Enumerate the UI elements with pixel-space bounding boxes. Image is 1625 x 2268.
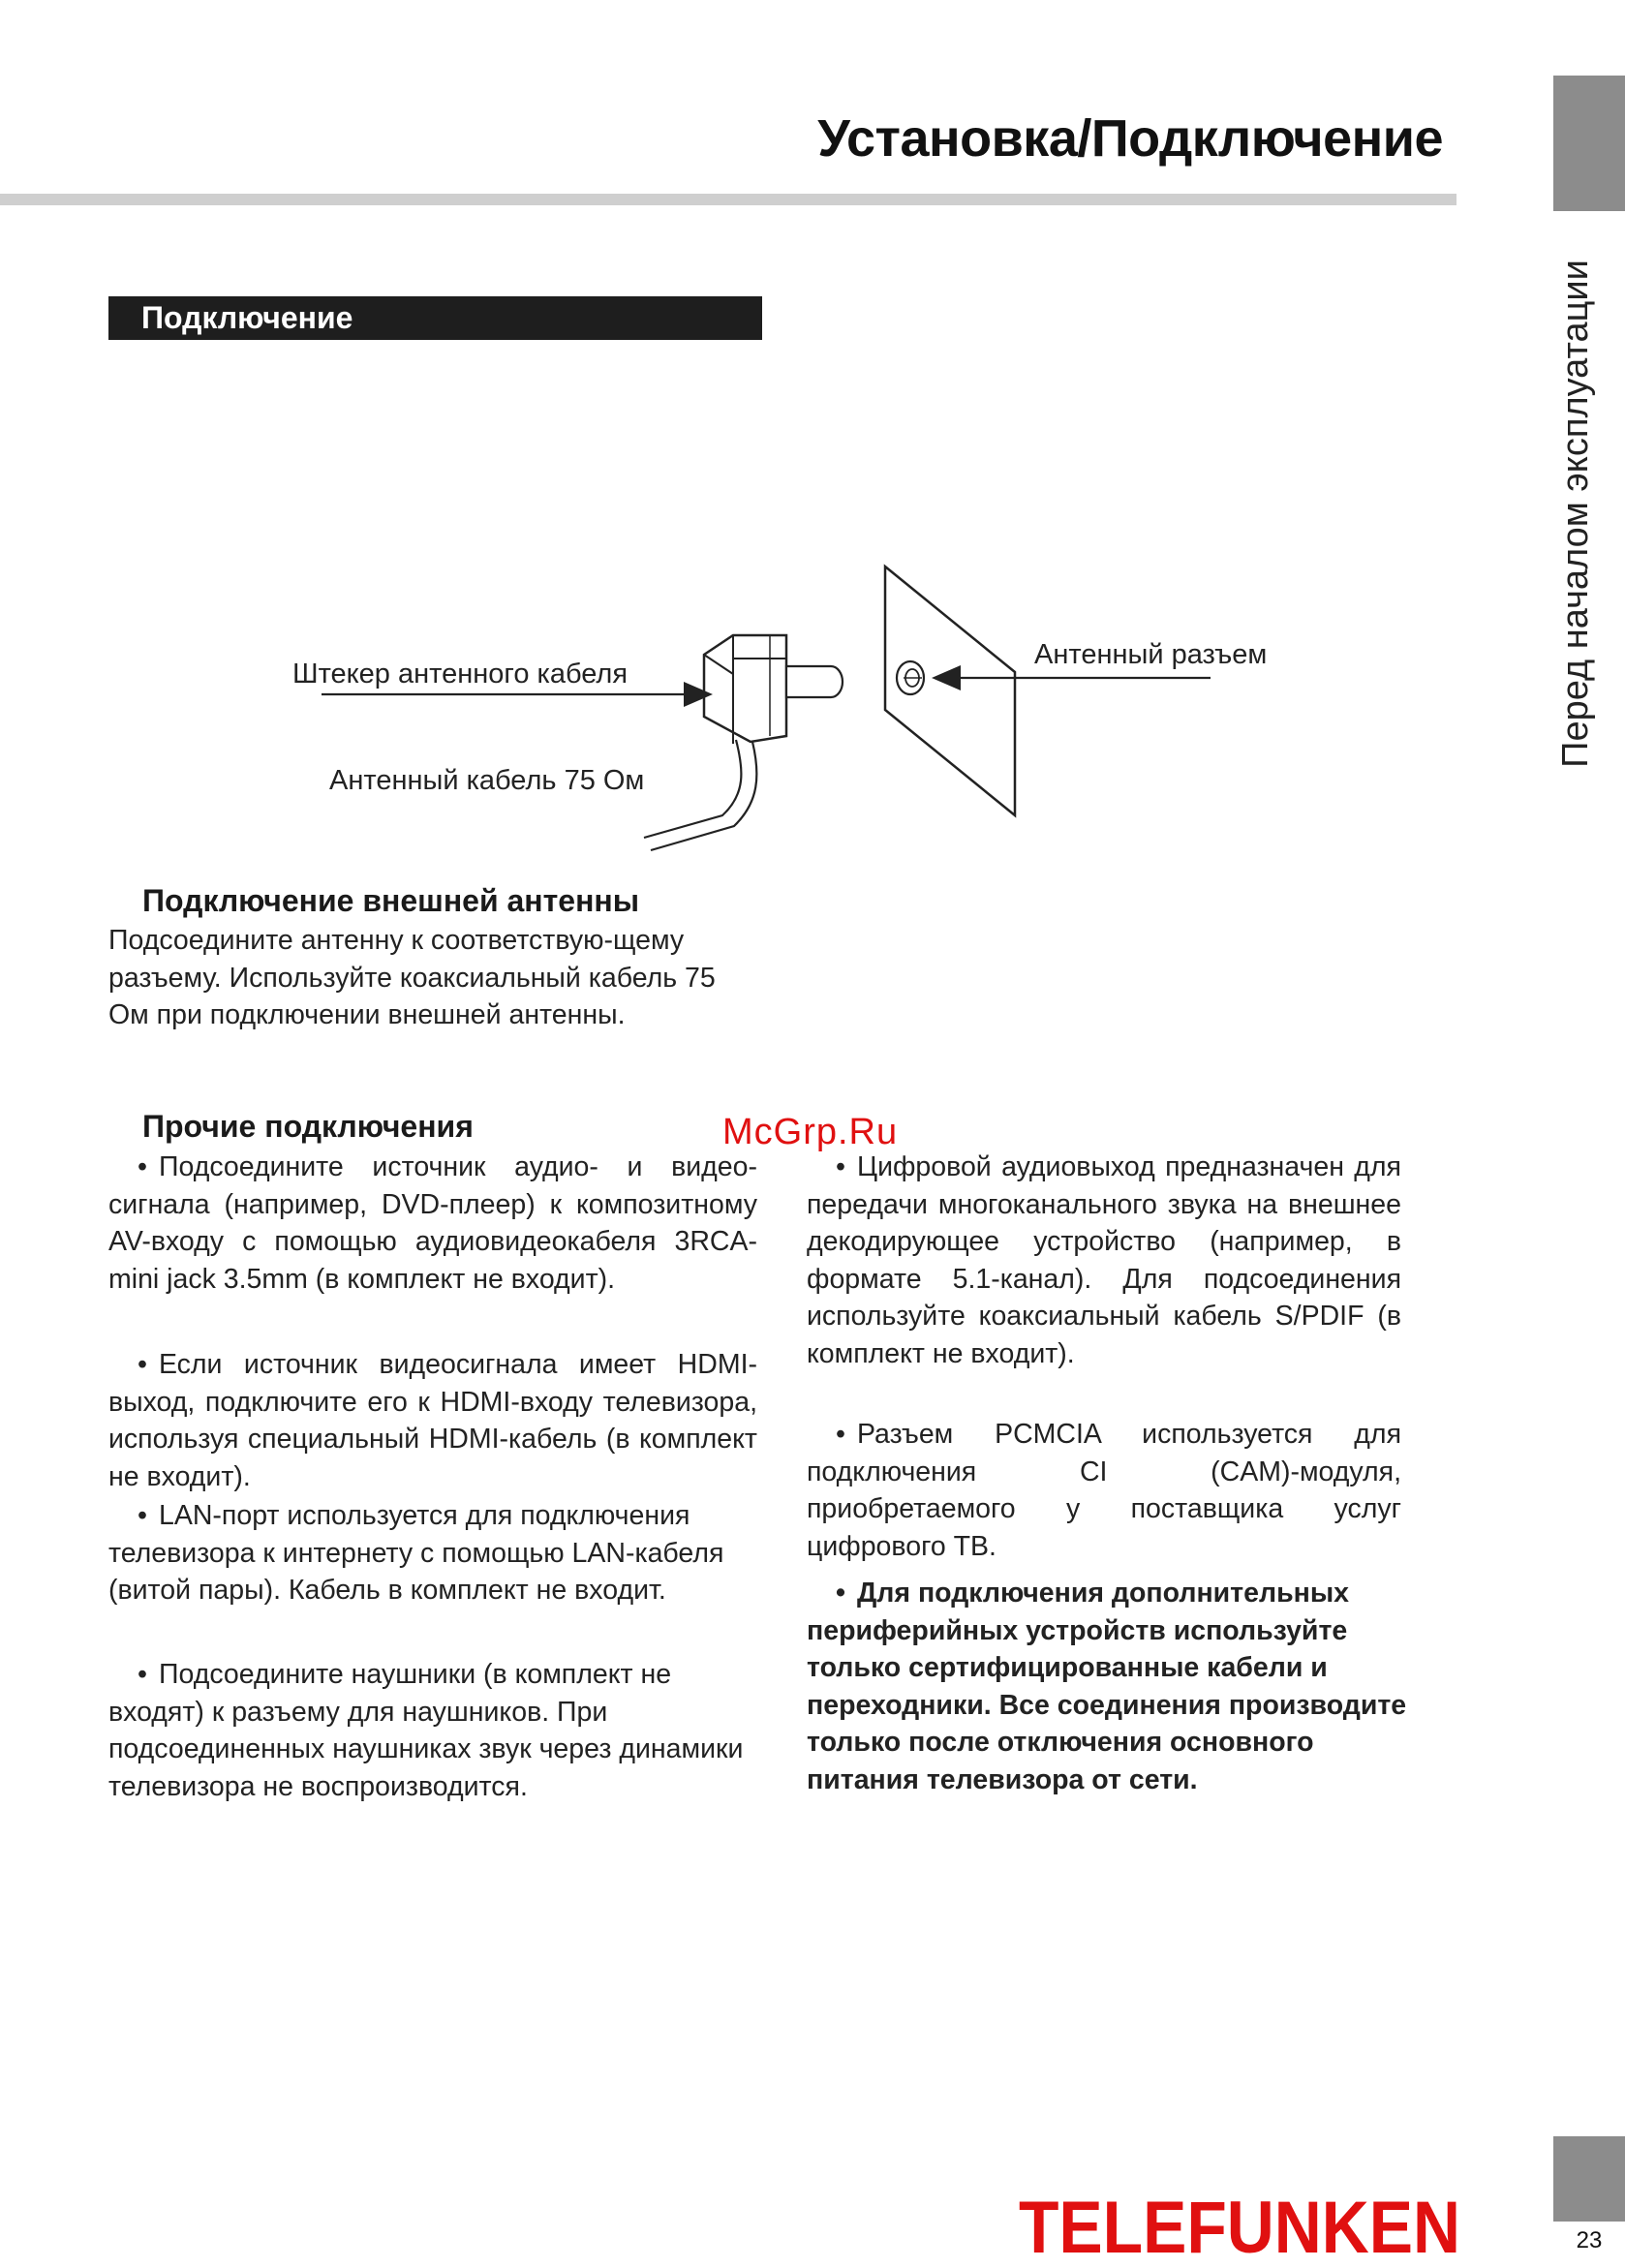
warning-text: Для подключения дополнительных периферийных устройств используйте только сертифицированные кабели и переходники. Все соединения производите только после отключения основного питания телевизора от сети.	[807, 1578, 1407, 1795]
page-tab-marker	[1553, 2136, 1625, 2222]
left-item-1	[108, 1149, 757, 1298]
socket-label: Антенный разъем	[1034, 639, 1268, 670]
section-heading: Подключение	[108, 296, 762, 340]
antenna-text: Подсоедините антенну к соответствую-щему разъему. Используйте коаксиальный кабель 75 Ом при подключении внешней антенны.	[108, 925, 716, 1030]
cable-label: Антенный кабель 75 Ом	[329, 765, 645, 796]
side-tab-label	[1549, 232, 1602, 794]
page-number: 23	[1576, 2227, 1603, 2253]
plug-label: Штекер антенного кабеля	[292, 659, 629, 690]
bullet: •	[138, 1349, 147, 1380]
antenna-connection-diagram	[281, 542, 1317, 862]
right-item-2-text: Разъем PCMCIA используется для подключения CI (CAM)-модуля, приобретаемого у поставщика услуг цифрового ТВ.	[807, 1419, 1401, 1562]
antenna-heading: Подключение внешней антенны	[142, 883, 640, 918]
warning-note	[807, 1575, 1426, 1798]
right-item-1-text: Цифровой аудиовыход предназначен для передачи многоканального звука на внешнее декодирующее устройство (например, в формате 5.1-канал). Для подсоединения используйте коаксиальный кабель S/PDIF (в комплект не входит).	[807, 1151, 1401, 1369]
right-item-2	[807, 1416, 1401, 1565]
side-tab-marker	[1553, 76, 1625, 211]
page-title: Установка/Подключение	[817, 109, 1443, 168]
left-item-2-text: Если источник видеосигнала имеет HDMI-выход, подключите его к HDMI-входу телевизора, используя специальный HDMI-кабель (в комплект не входит).	[108, 1349, 757, 1492]
other-heading: Прочие подключения	[142, 1109, 474, 1144]
bullet: •	[836, 1419, 845, 1450]
bullet: •	[138, 1500, 147, 1531]
watermark: McGrp.Ru	[722, 1112, 899, 1152]
tv-panel-shape	[885, 567, 1015, 815]
telefunken-logo	[1017, 2187, 1462, 2268]
left-item-1-text: Подсоедините источник аудио- и видео-сигнала (например, DVD-плеер) к композитному AV-входу с помощью аудиовидеокабеля 3RCA-mini jack 3.5mm (в комплект не входит).	[108, 1151, 757, 1295]
right-item-1	[807, 1149, 1401, 1372]
bullet: •	[836, 1151, 845, 1182]
bullet: •	[836, 1578, 845, 1609]
diagram-drawing	[281, 542, 1317, 862]
left-item-3-text: LAN-порт используется для подключения телевизора к интернету с помощью LAN-кабеля (витой пары). Кабель в комплект не входит.	[108, 1500, 724, 1606]
title-divider	[0, 194, 1456, 205]
side-tab-text: Перед началом эксплуатации	[1554, 259, 1596, 768]
cable-line-a	[644, 740, 741, 838]
left-item-4-text: Подсоедините наушники (в комплект не входят) к разъему для наушников. При подсоединенных наушниках звук через динамики телевизора не воспроизводится.	[108, 1659, 744, 1802]
plug-body-shape	[704, 635, 786, 742]
left-item-3	[108, 1497, 757, 1609]
bullet: •	[138, 1151, 147, 1182]
plug-pin-shape	[786, 666, 843, 697]
arrow-to-socket	[932, 665, 961, 690]
logo-text: TELEFUNKEN	[1019, 2187, 1460, 2268]
bullet: •	[138, 1659, 147, 1690]
left-item-2	[108, 1346, 757, 1495]
left-item-4	[108, 1656, 757, 1805]
